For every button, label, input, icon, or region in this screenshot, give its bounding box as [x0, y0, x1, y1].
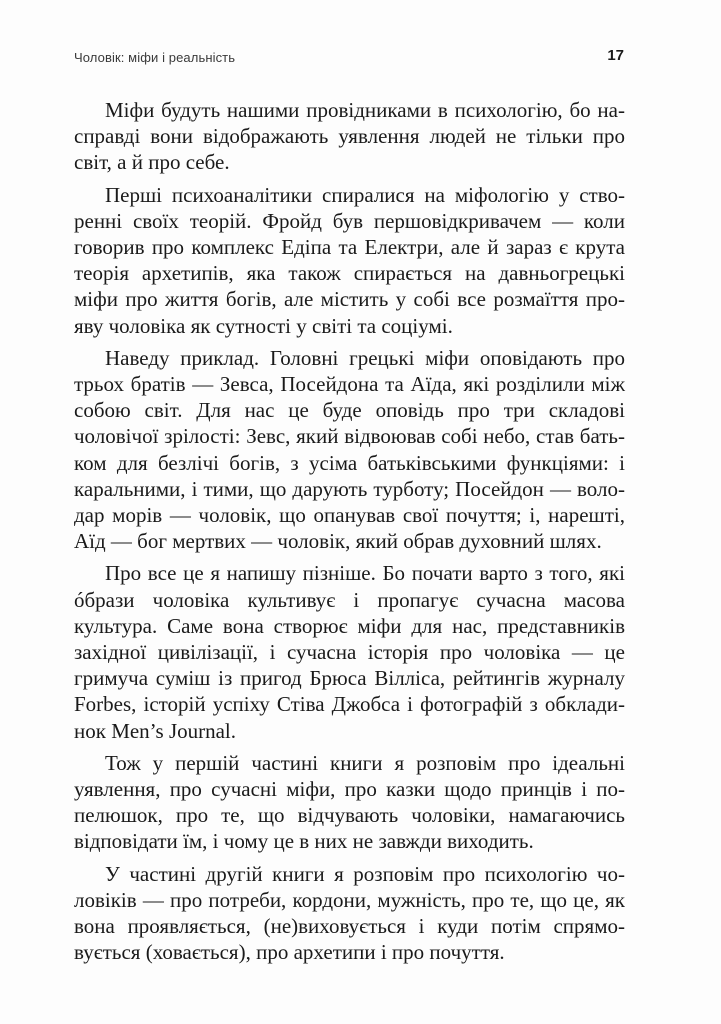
paragraph: Наведу приклад. Головні грецькі міфи оповідають про трьох братів — Зевса, Посейдона та Аїда, які розділили між собою світ. Для нас це буде оповідь про три складові чоловічої зрілості: Зевс, який відвоював собі небо, став батьком для безлічі богів, з усіма батьківськими функціями: і каральними, і тими, що дарують турботу; Посейдон — володар морів — чоловік, що опанував свої почуття; і, нарешті, Аїд — бог мертвих — чоловік, який обрав духовний шлях. [74, 345, 625, 554]
paragraph: У частині другій книги я розповім про психологію чоловіків — про потреби, кордони, мужність, про те, що це, як вона проявляється, (не)виховується і куди потім спрямовується (ховається), про архетипи і про почуття. [74, 861, 625, 965]
running-header-title: Чоловік: міфи і реальність [74, 50, 236, 65]
page-number: 17 [607, 47, 624, 64]
paragraph: Міфи будуть нашими провідниками в психологію, бо насправді вони відображають уявлення людей не тільки про світ, а й про себе. [74, 98, 625, 175]
paragraph: Тож у першій частині книги я розповім про ідеальні уявлення, про сучасні міфи, про казки щодо принців і попелюшок, про те, що відчувають чоловіки, намагаючись відповідати їм, і чому це в них не завжди виходить. [74, 750, 625, 854]
paragraph: Про все це я напишу пізніше. Бо почати варто з того, які óбрази чоловіка культивує і пропагує сучасна масова культура. Саме вона створює міфи для нас, представників західної цивілізації, і сучасна історія про чоловіка — це гримуча суміш із пригод Брюса Вілліса, рейтингів журналу Forbes, історій успіху Стіва Джобса і фотографій з обкладинок Men’s Journal. [74, 561, 625, 743]
paragraph: Перші психоаналітики спиралися на міфологію у створенні своїх теорій. Фройд був першовідкривачем — коли говорив про комплекс Едіпа та Електри, але й зараз є крута теорія архетипів, яка також спирається на давньогрецькі міфи про життя богів, але містить у собі все розмаїття прояву чоловіка як сутності у світі та соціумі. [74, 182, 625, 338]
body-text [74, 97, 625, 972]
